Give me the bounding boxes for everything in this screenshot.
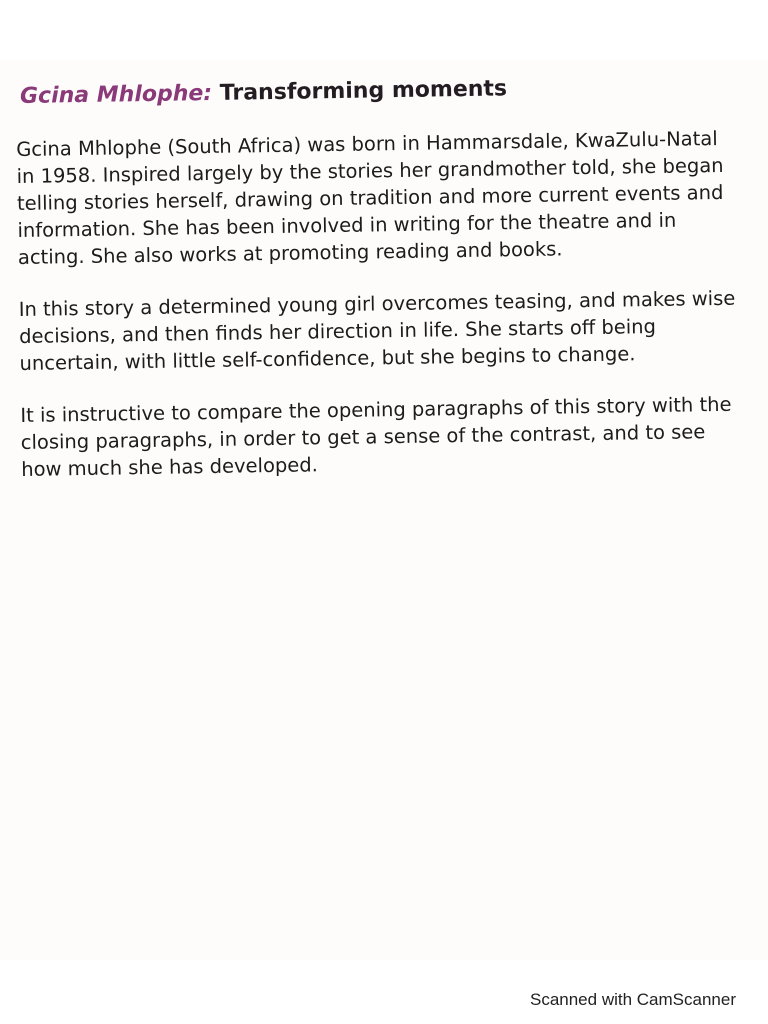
camscanner-watermark: Scanned with CamScanner (529, 990, 736, 1009)
paragraph-story-summary: In this story a determined young girl overcomes teasing, and makes wise decisions, and then finds her direction in life. She starts off being uncertain, with little self-confidence, but she begins to change. (18, 286, 736, 375)
paragraph-instruction: It is instructive to compare the opening paragraphs of this story with the closing paragraphs, in order to get a sense of the contrast, and to see how much she has developed. (20, 392, 732, 481)
story-title: Transforming moments (219, 76, 508, 106)
scan-top-margin (0, 0, 768, 60)
paragraph-biography: Gcina Mhlophe (South Africa) was born in Hammarsdale, KwaZulu-Natal in 1958. Inspired largely by the stories her grandmother told, she began telling stories herself, drawing on tradition and more current events and information. She has been involved in writing for the theatre and in acting. She also works at promoting reading and books. (16, 126, 724, 269)
intro-text (16, 125, 747, 508)
author-name: Gcina Mhlophe: (19, 80, 213, 109)
